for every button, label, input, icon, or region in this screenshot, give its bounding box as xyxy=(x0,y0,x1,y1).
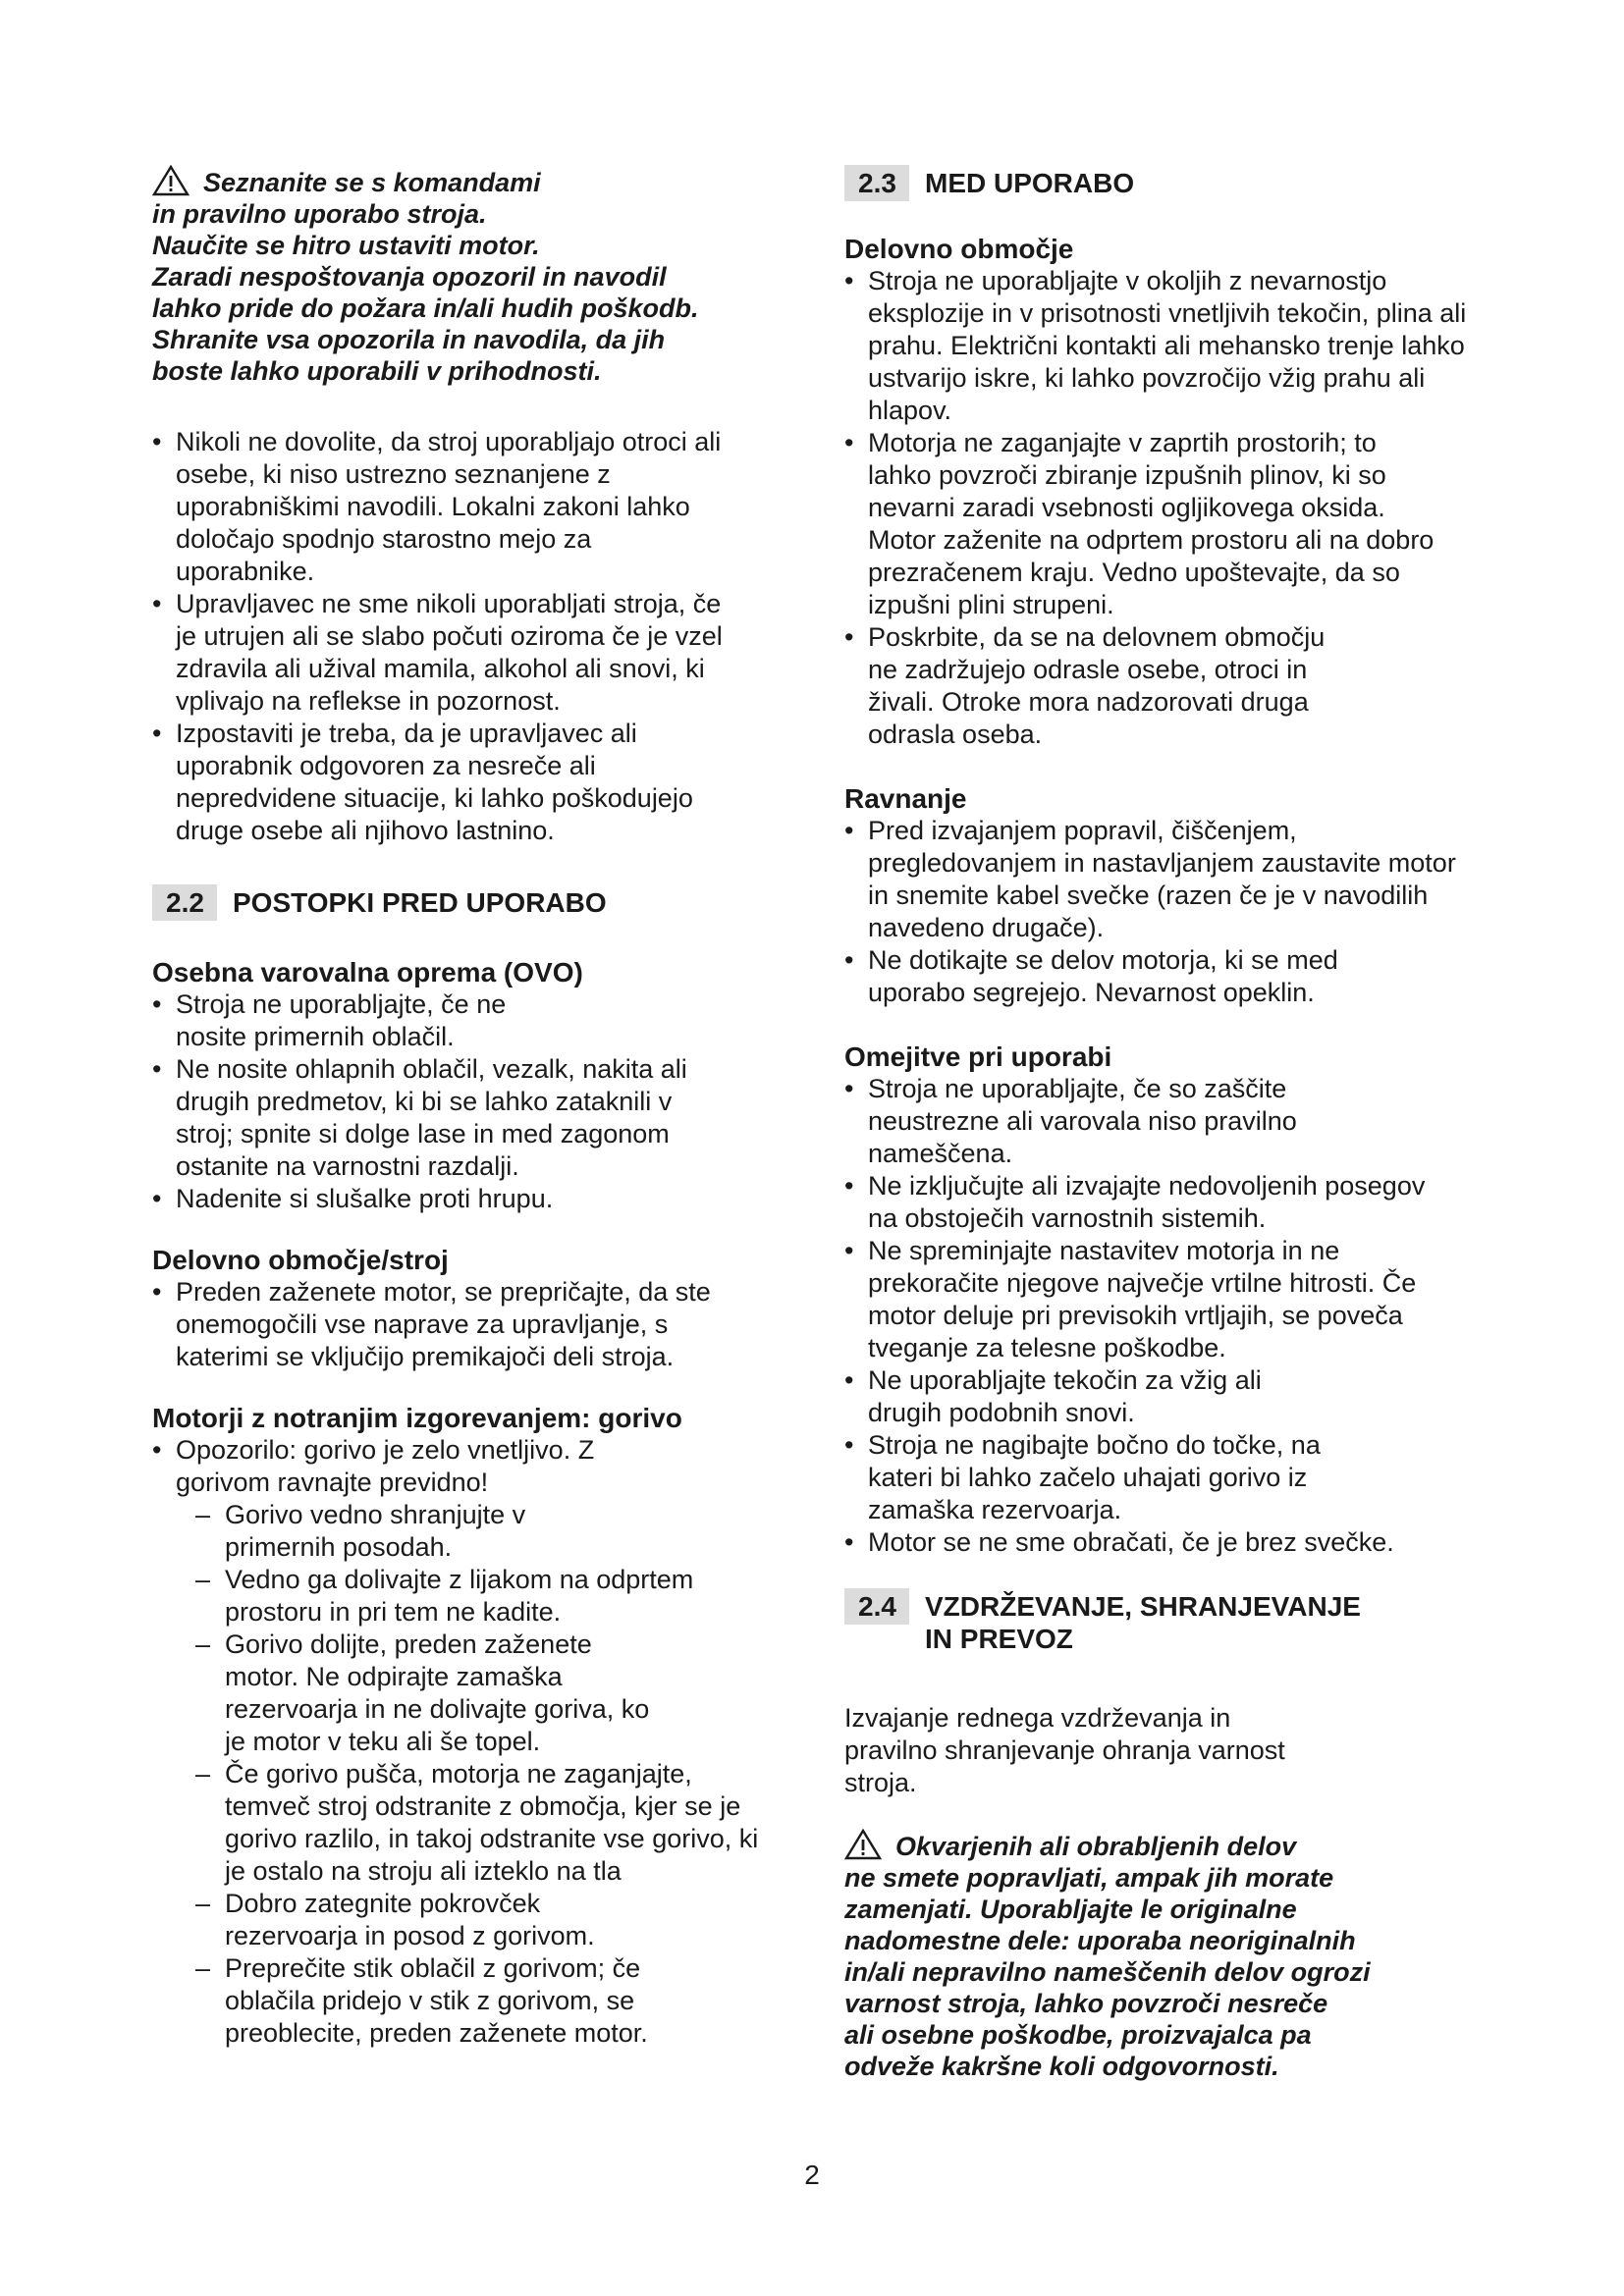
warning-line: ali osebne poškodbe, proizvajalca pa xyxy=(844,2020,1312,2050)
section-number: 2.4 xyxy=(844,1588,909,1625)
section-number: 2.2 xyxy=(152,884,217,921)
warning-line: in/ali nepravilno nameščenih delov ogrozi xyxy=(844,1957,1371,1987)
warning-line: Okvarjenih ali obrabljenih delov xyxy=(844,1829,1473,1862)
warning-line: odveže kakršne koli odgovornosti. xyxy=(844,2052,1279,2081)
page-number: 2 xyxy=(804,2160,820,2190)
subheading-omejitve: Omejitve pri uporabi xyxy=(844,1041,1112,1072)
right-column xyxy=(844,165,1473,2082)
list-item: • Ne uporabljajte tekočin za vžig ali drugih podobnih snovi. xyxy=(844,1364,1310,1429)
dash-item: – Če gorivo pušča, motorja ne zaganjajte, temveč stroj odstranite z območja, kjer se je gorivo razlilo, in takoj odstranite vse gorivo, ki je ostalo na stroju ali izteklo na tla xyxy=(195,1758,785,1888)
section-number: 2.3 xyxy=(844,165,909,201)
subheading-delovno-obmocje: Delovno območje xyxy=(844,234,1074,264)
warning-line: Naučite se hitro ustaviti motor. xyxy=(152,231,540,260)
warning-block xyxy=(152,165,781,387)
subheading-ravnanje: Ravnanje xyxy=(844,783,967,814)
section-title xyxy=(925,1588,1361,1655)
warning-line: boste lahko uporabili v prihodnosti. xyxy=(152,356,602,386)
list-item: • Ne izključujte ali izvajajte nedovoljenih posegov na obstoječih varnostnih sistemih. xyxy=(844,1170,1457,1235)
left-column xyxy=(152,165,781,2050)
list-item: • Stroja ne uporabljajte, če so zaščite neustrezne ali varovala niso pravilno nameščena. xyxy=(844,1073,1320,1170)
list-item: • Upravljavec ne sme nikoli uporabljati stroja, če je utrujen ali se slabo počuti oziroma če je vzel zdravila ali užival mamila, alkohol ali snovi, ki vplivajo na reflekse in pozornost. xyxy=(152,588,745,718)
warning-line: ne smete popravljati, ampak jih morate xyxy=(844,1863,1334,1893)
dash-item: – Gorivo vedno shranjujte v primernih posodah. xyxy=(195,1499,578,1564)
section-heading-2-2 xyxy=(152,884,781,921)
general-bullets xyxy=(152,426,781,847)
warning-line: Seznanite se s komandami xyxy=(152,165,781,198)
subheading-gorivo: Motorji z notranjim izgorevanjem: gorivo xyxy=(152,1403,682,1433)
warning-block-2 xyxy=(844,1829,1473,2082)
list-item: • Ne dotikajte se delov motorja, ki se med uporabo segrejejo. Nevarnost opeklin. xyxy=(844,944,1428,1009)
warning-line: Zaradi nespoštovanja opozoril in navodil xyxy=(152,262,667,292)
warning-line: Shranite vsa opozorila in navodila, da jih xyxy=(152,325,666,354)
warning-line: varnost stroja, lahko povzroči nesreče xyxy=(844,1989,1328,2018)
warning-triangle-icon xyxy=(152,165,189,196)
subheading-ovo: Osebna varovalna oprema (OVO) xyxy=(152,957,583,988)
list-item: • Nikoli ne dovolite, da stroj uporabljajo otroci ali osebe, ki niso ustrezno seznanjene z uporabniškimi navodili. Lokalni zakoni lahko določajo spodnjo starostno mejo za uporabnike. xyxy=(152,426,726,588)
section-heading-2-3 xyxy=(844,165,1473,201)
warning-line: in pravilno uporabo stroja. xyxy=(152,199,487,229)
list-item: • Opozorilo: gorivo je zelo vnetljivo. Z gorivom ravnajte previdno! xyxy=(152,1434,637,1499)
list-item: • Preden zaženete motor, se prepričajte, da ste onemogočili vse naprave za upravljanje, s katerimi se vključijo premikajoči deli stroja. xyxy=(152,1276,755,1373)
dash-item: – Preprečite stik oblačil z gorivom; če oblačila pridejo v stik z gorivom, se preoblecite, preden zaženete motor. xyxy=(195,1952,716,2050)
list-item: • Stroja ne uporabljajte v okoljih z nevarnostjo eksplozije in v prisotnosti vnetljivih tekočin, plina ali prahu. Električni kontakti ali mehansko trenje lahko ustvarijo iskre, ki lahko povzročijo vžig prahu ali hlapov. xyxy=(844,265,1467,427)
warning-triangle-icon xyxy=(844,1829,882,1860)
list-item: • Motorja ne zaganjajte v zaprtih prostorih; to lahko povzroči zbiranje izpušnih plinov, ki so nevarni zaradi vsebnosti ogljikovega oksida. Motor zaženite na odprtem prostoru ali na dobro prezračenem kraju. Vedno upoštevajte, da so izpušni plini strupeni. xyxy=(844,427,1437,621)
list-item: • Poskrbite, da se na delovnem območju ne zadržujejo odrasle osebe, otroci in živali. Otroke mora nadzorovati druga odrasla oseba. xyxy=(844,621,1329,751)
list-item: • Stroja ne nagibajte bočno do točke, na kateri bi lahko začelo uhajati gorivo iz zamaška rezervoarja. xyxy=(844,1429,1339,1526)
list-item: • Motor se ne sme obračati, če je brez svečke. xyxy=(844,1526,1487,1559)
section-title-line: IN PREVOZ xyxy=(925,1624,1073,1654)
list-item: • Ne nosite ohlapnih oblačil, vezalk, nakita ali drugih predmetov, ki bi se lahko zataknili v stroj; spnite si dolge lase in med zagonom ostanite na varnostni razdalji. xyxy=(152,1053,735,1183)
subheading-delovno-stroj: Delovno območje/stroj xyxy=(152,1245,449,1275)
section-title-line: VZDRŽEVANJE, SHRANJEVANJE xyxy=(925,1591,1361,1622)
list-item: • Izpostaviti je treba, da je upravljavec ali uporabnik odgovoren za nesreče ali nepredvidene situacije, ki lahko poškodujejo druge osebe ali njihovo lastnino. xyxy=(152,718,745,847)
dash-item: – Dobro zategnite pokrovček rezervoarja in posod z gorivom. xyxy=(195,1888,647,1952)
warning-line: zamenjati. Uporabljajte le originalne xyxy=(844,1895,1297,1924)
list-item: • Ne spreminjajte nastavitev motorja in ne prekoračite njegove največje vrtilne hitrosti. Če motor deluje pri previsokih vrtljajih, se poveča tveganje za telesne poškodbe. xyxy=(844,1235,1457,1364)
list-item: • Stroja ne uporabljajte, če ne nosite primernih oblačil. xyxy=(152,988,568,1053)
dash-item: – Vedno ga dolivajte z lijakom na odprtem prostoru in pri tem ne kadite. xyxy=(195,1564,755,1629)
list-item: • Pred izvajanjem popravil, čiščenjem, pregledovanjem in nastavljanjem zaustavite motor in snemite kabel svečke (razen če je v navodilih navedeno drugače). xyxy=(844,815,1457,944)
section-heading-2-4 xyxy=(844,1588,1473,1655)
warning-line: lahko pride do požara in/ali hudih poškodb. xyxy=(152,294,699,323)
list-item: • Nadenite si slušalke proti hrupu. xyxy=(152,1183,781,1215)
warning-line: nadomestne dele: uporaba neoriginalnih xyxy=(844,1926,1356,1955)
maintenance-text: Izvajanje rednega vzdrževanja in pravilno shranjevanje ohranja varnost stroja. xyxy=(844,1703,1285,1797)
section-title: MED UPORABO xyxy=(925,168,1135,198)
section-title: POSTOPKI PRED UPORABO xyxy=(233,887,607,918)
dash-item: – Gorivo dolijte, preden zaženete motor. Ne odpirajte zamaška rezervoarja in ne dolivajte goriva, ko je motor v teku ali še topel. xyxy=(195,1629,667,1758)
